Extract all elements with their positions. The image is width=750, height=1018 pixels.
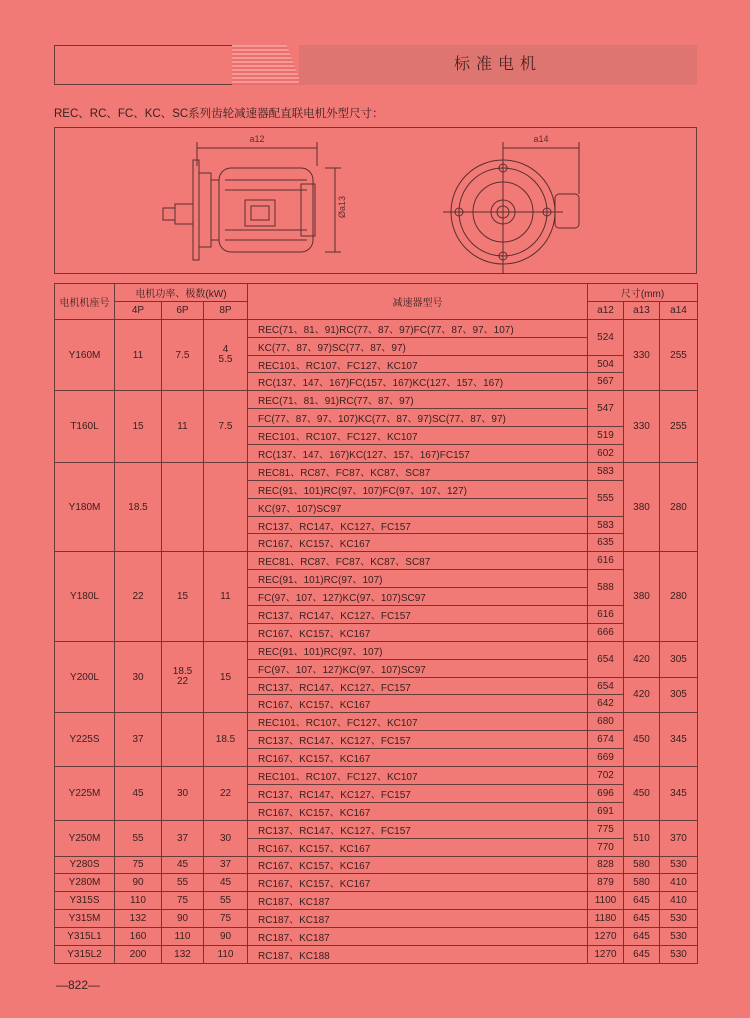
reducer-cell: RC137、RC147、KC127、FC157 [248, 606, 588, 624]
table-row [55, 391, 698, 409]
reducer-cell: RC137、RC147、KC127、FC157 [248, 731, 588, 749]
a14-cell: 530 [660, 856, 698, 874]
a13-cell: 645 [624, 928, 660, 946]
table-row [55, 462, 698, 480]
model-cell: Y250M [55, 820, 115, 856]
model-cell: Y315L2 [55, 945, 115, 963]
a14-cell: 345 [660, 713, 698, 767]
a12-cell: 775 [588, 820, 624, 838]
power-4p: 11 [115, 319, 162, 391]
power-4p: 132 [115, 910, 162, 928]
model-cell: Y315S [55, 892, 115, 910]
reducer-cell: RC(137、147、167)KC(127、157、167)FC157 [248, 445, 588, 463]
table-row [55, 874, 698, 892]
table-row [55, 767, 698, 785]
reducer-cell: REC(71、81、91)RC(77、87、97) [248, 391, 588, 409]
reducer-cell: REC(71、81、91)RC(77、87、97)FC(77、87、97、107) [248, 319, 588, 337]
a12-cell: 635 [588, 534, 624, 552]
model-cell: Y280M [55, 874, 115, 892]
power-8p: 90 [204, 928, 248, 946]
power-8p-a: 4 [222, 343, 229, 355]
reducer-cell: RC137、RC147、KC127、FC157 [248, 516, 588, 534]
table-row [55, 820, 698, 838]
a14-cell: 305 [660, 641, 698, 677]
a12-cell: 524 [588, 319, 624, 355]
header-stripes [232, 45, 302, 85]
power-8p [204, 319, 248, 391]
power-4p: 15 [115, 391, 162, 463]
a14-cell: 370 [660, 820, 698, 856]
a12-cell: 1270 [588, 945, 624, 963]
motor-dimension-table [54, 283, 698, 964]
header-power: 电机功率、极数(kW) [115, 284, 248, 302]
a14-cell: 530 [660, 910, 698, 928]
power-4p: 75 [115, 856, 162, 874]
power-8p-b: 5.5 [218, 354, 233, 366]
reducer-cell: REC101、RC107、FC127、KC107 [248, 355, 588, 373]
reducer-cell: RC137、RC147、KC127、FC157 [248, 677, 588, 695]
power-8p: 75 [204, 910, 248, 928]
power-4p: 110 [115, 892, 162, 910]
a12-cell: 555 [588, 480, 624, 516]
a12-cell: 674 [588, 731, 624, 749]
table-row [55, 892, 698, 910]
reducer-cell: RC167、KC157、KC167 [248, 534, 588, 552]
model-cell: Y225M [55, 767, 115, 821]
power-6p: 45 [162, 856, 204, 874]
power-6p: 7.5 [162, 319, 204, 391]
power-6p-b: 22 [176, 676, 189, 688]
a14-cell: 530 [660, 928, 698, 946]
header-tab [54, 45, 244, 85]
a12-cell: 504 [588, 355, 624, 373]
table-row [55, 910, 698, 928]
reducer-cell: RC167、KC157、KC167 [248, 695, 588, 713]
reducer-cell: RC(137、147、167)FC(157、167)KC(127、157、167) [248, 373, 588, 391]
a12-cell: 616 [588, 552, 624, 570]
power-8p: 110 [204, 945, 248, 963]
header-a12: a12 [588, 301, 624, 319]
a13-cell: 380 [624, 552, 660, 641]
a14-cell: 255 [660, 319, 698, 391]
a12-cell: 1100 [588, 892, 624, 910]
header-a13: a13 [624, 301, 660, 319]
a12-cell: 702 [588, 767, 624, 785]
a12-cell: 588 [588, 570, 624, 606]
table-row [55, 641, 698, 659]
reducer-cell: RC167、KC157、KC167 [248, 856, 588, 874]
reducer-cell: REC81、RC87、FC87、KC87、SC87 [248, 462, 588, 480]
model-cell: Y225S [55, 713, 115, 767]
a13-cell: 580 [624, 856, 660, 874]
a12-cell: 1270 [588, 928, 624, 946]
power-4p: 30 [115, 641, 162, 713]
power-6p: 110 [162, 928, 204, 946]
table-row [55, 856, 698, 874]
a13-cell: 450 [624, 767, 660, 821]
power-8p: 15 [204, 641, 248, 713]
reducer-cell: RC167、KC157、KC167 [248, 874, 588, 892]
a13-cell: 420 [624, 677, 660, 713]
power-6p: 15 [162, 552, 204, 641]
a12-cell: 669 [588, 749, 624, 767]
reducer-cell: RC137、RC147、KC127、FC157 [248, 784, 588, 802]
power-4p: 37 [115, 713, 162, 767]
power-4p: 45 [115, 767, 162, 821]
a12-cell: 602 [588, 445, 624, 463]
a12-cell: 654 [588, 641, 624, 677]
model-cell: Y315L1 [55, 928, 115, 946]
a12-cell: 1180 [588, 910, 624, 928]
a13-cell: 645 [624, 910, 660, 928]
power-4p: 55 [115, 820, 162, 856]
power-6p: 75 [162, 892, 204, 910]
power-4p: 160 [115, 928, 162, 946]
a13-cell: 420 [624, 641, 660, 677]
power-6p [162, 462, 204, 551]
a12-cell: 616 [588, 606, 624, 624]
a12-cell: 519 [588, 427, 624, 445]
power-8p [204, 462, 248, 551]
a13-cell: 380 [624, 462, 660, 551]
a14-cell: 410 [660, 874, 698, 892]
reducer-cell: RC167、KC157、KC167 [248, 802, 588, 820]
reducer-cell: RC167、KC157、KC167 [248, 838, 588, 856]
a14-cell: 345 [660, 767, 698, 821]
a13-cell: 645 [624, 945, 660, 963]
reducer-cell: REC(91、101)RC(97、107)FC(97、107、127) [248, 480, 588, 498]
a14-cell: 305 [660, 677, 698, 713]
model-cell: T160L [55, 391, 115, 463]
a12-cell: 680 [588, 713, 624, 731]
a14-cell: 255 [660, 391, 698, 463]
a14-cell: 280 [660, 462, 698, 551]
power-8p: 55 [204, 892, 248, 910]
reducer-cell: RC167、KC157、KC167 [248, 749, 588, 767]
a13-cell: 645 [624, 892, 660, 910]
table-row [55, 928, 698, 946]
reducer-cell: REC101、RC107、FC127、KC107 [248, 713, 588, 731]
power-8p: 45 [204, 874, 248, 892]
a13-cell: 450 [624, 713, 660, 767]
reducer-cell: RC187、KC187 [248, 910, 588, 928]
reducer-cell: REC81、RC87、FC87、KC87、SC87 [248, 552, 588, 570]
reducer-cell: REC(91、101)RC(97、107) [248, 641, 588, 659]
a12-cell: 879 [588, 874, 624, 892]
table-row [55, 945, 698, 963]
a14-cell: 280 [660, 552, 698, 641]
reducer-cell: FC(97、107、127)KC(97、107)SC97 [248, 659, 588, 677]
reducer-cell: KC(77、87、97)SC(77、87、97) [248, 337, 588, 355]
a14-cell: 530 [660, 945, 698, 963]
header-6p: 6P [162, 301, 204, 319]
header-dims: 尺寸(mm) [588, 284, 698, 302]
a12-cell: 654 [588, 677, 624, 695]
a12-cell: 583 [588, 462, 624, 480]
a14-cell: 410 [660, 892, 698, 910]
power-8p: 11 [204, 552, 248, 641]
header-4p: 4P [115, 301, 162, 319]
power-6p: 55 [162, 874, 204, 892]
a12-cell: 828 [588, 856, 624, 874]
motor-drawing [55, 128, 698, 275]
power-6p: 30 [162, 767, 204, 821]
a13-cell: 330 [624, 391, 660, 463]
page-title: 标准电机 [453, 56, 542, 73]
a12-cell: 666 [588, 623, 624, 641]
dim-a13-label: Øa13 [337, 195, 347, 218]
dim-a14-label: a14 [533, 134, 549, 144]
reducer-cell: REC(91、101)RC(97、107) [248, 570, 588, 588]
reducer-cell: REC101、RC107、FC127、KC107 [248, 767, 588, 785]
a13-cell: 510 [624, 820, 660, 856]
header-model: 电机机座号 [55, 284, 115, 320]
model-cell: Y280S [55, 856, 115, 874]
power-4p: 18.5 [115, 462, 162, 551]
reducer-cell: RC167、KC157、KC167 [248, 623, 588, 641]
power-6p-a: 18.5 [172, 665, 193, 677]
power-8p: 22 [204, 767, 248, 821]
a13-cell: 330 [624, 319, 660, 391]
a12-cell: 583 [588, 516, 624, 534]
a12-cell: 696 [588, 784, 624, 802]
model-cell: Y315M [55, 910, 115, 928]
power-4p: 90 [115, 874, 162, 892]
model-cell: Y180M [55, 462, 115, 551]
a12-cell: 567 [588, 373, 624, 391]
table-row [55, 319, 698, 337]
section-subtitle: REC、RC、FC、KC、SC系列齿轮减速器配直联电机外型尺寸： [54, 108, 384, 120]
a12-cell: 642 [588, 695, 624, 713]
a12-cell: 691 [588, 802, 624, 820]
model-cell: Y160M [55, 319, 115, 391]
reducer-cell: FC(97、107、127)KC(97、107)SC97 [248, 588, 588, 606]
header-a14: a14 [660, 301, 698, 319]
model-cell: Y200L [55, 641, 115, 713]
dim-a12-label: a12 [249, 134, 265, 144]
power-6p: 90 [162, 910, 204, 928]
reducer-cell: RC187、KC187 [248, 892, 588, 910]
reducer-cell: RC187、KC187 [248, 928, 588, 946]
table-row [55, 552, 698, 570]
section-header [54, 45, 697, 85]
reducer-cell: RC187、KC188 [248, 945, 588, 963]
power-6p [162, 641, 204, 713]
power-6p: 11 [162, 391, 204, 463]
table-row [55, 713, 698, 731]
power-6p: 132 [162, 945, 204, 963]
reducer-cell: REC101、RC107、FC127、KC107 [248, 427, 588, 445]
reducer-cell: RC137、RC147、KC127、FC157 [248, 820, 588, 838]
page-number: —822— [56, 978, 101, 992]
power-4p: 22 [115, 552, 162, 641]
motor-outline-figure [54, 127, 697, 274]
model-cell: Y180L [55, 552, 115, 641]
reducer-cell: FC(77、87、97、107)KC(77、87、97)SC(77、87、97) [248, 409, 588, 427]
power-6p: 37 [162, 820, 204, 856]
reducer-cell: KC(97、107)SC97 [248, 498, 588, 516]
header-8p: 8P [204, 301, 248, 319]
power-8p: 18.5 [204, 713, 248, 767]
power-8p: 7.5 [204, 391, 248, 463]
a12-cell: 770 [588, 838, 624, 856]
power-8p: 37 [204, 856, 248, 874]
power-6p [162, 713, 204, 767]
power-4p: 200 [115, 945, 162, 963]
power-8p: 30 [204, 820, 248, 856]
a13-cell: 580 [624, 874, 660, 892]
a12-cell: 547 [588, 391, 624, 427]
header-reducer: 减速器型号 [248, 284, 588, 320]
